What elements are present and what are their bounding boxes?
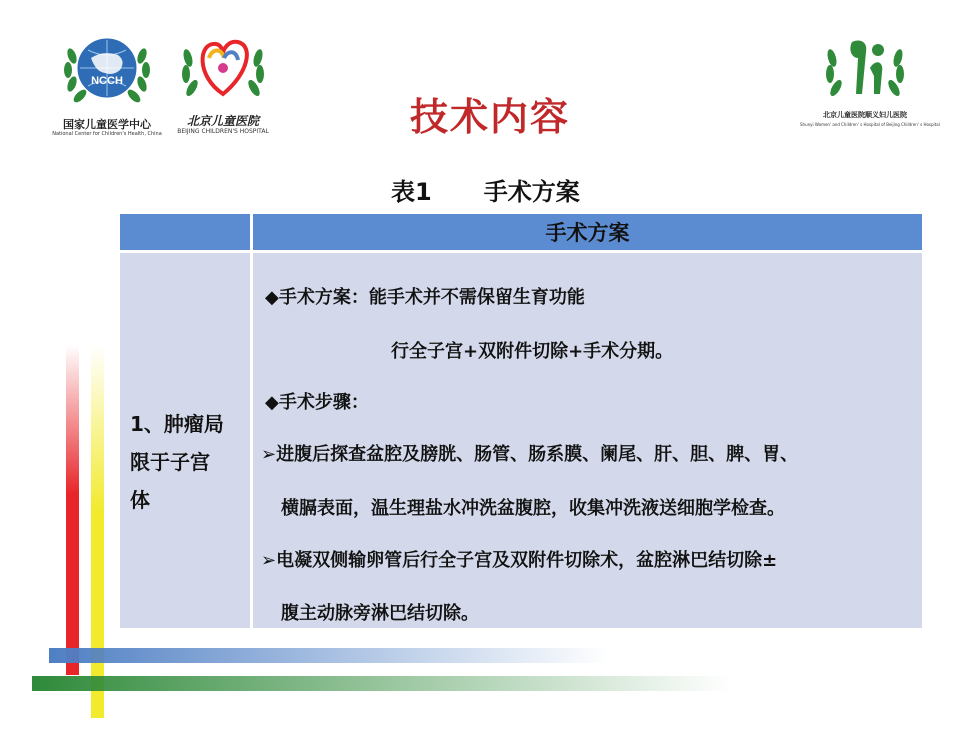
shunyi-logo-caption-en: Shunyi Women' and Children' s Hospital of Beijing Children' s Hospital — [800, 122, 940, 127]
steps-heading: ◆手术步骤： — [265, 392, 369, 413]
table-header-cell: 手术方案 — [253, 214, 922, 250]
row-label-line-1: 1、肿瘤局 — [130, 412, 224, 436]
table-caption-name: 手术方案 — [483, 178, 580, 206]
ncch-logo-caption-en: National Center for Children's Health, China — [52, 131, 162, 137]
row-label — [130, 405, 248, 519]
shunyi-logo-caption-cn: 北京儿童医院顺义妇儿医院 — [823, 111, 907, 119]
decor-green-horizontal-bar — [32, 676, 732, 691]
table-caption — [391, 172, 580, 207]
table-content-cell — [253, 253, 922, 628]
bch-logo-caption-cn: 北京儿童医院 — [186, 114, 259, 128]
bch-logo-caption-en: BEIJING CHILDREN'S HOSPITAL — [177, 128, 269, 135]
step-item: ➢进腹后探查盆腔及膀胱、肠管、肠系膜、阑尾、肝、胆、脾、胃、 — [261, 444, 799, 465]
table-caption-number: 表1 — [391, 178, 432, 206]
step-item-continued: 腹主动脉旁淋巴结切除。 — [281, 603, 479, 624]
plan-line-continued: 行全子宫+双附件切除+手术分期。 — [391, 341, 674, 362]
ncch-logo-caption-cn: 国家儿童医学中心 — [63, 118, 151, 131]
decor-red-vertical-bar — [66, 345, 79, 675]
table-header-empty-cell — [120, 214, 250, 250]
step-item: ➢电凝双侧输卵管后行全子宫及双附件切除术，盆腔淋巴结切除± — [261, 550, 778, 571]
step-item-continued: 横膈表面，温生理盐水冲洗盆腹腔，收集冲洗液送细胞学检查。 — [281, 498, 785, 519]
row-label-line-3: 体 — [130, 488, 150, 512]
plan-line: ◆手术方案：能手术并不需保留生育功能 — [265, 287, 585, 308]
row-label-line-2: 限于子宫 — [130, 450, 210, 474]
page-title: 技术内容 — [409, 95, 570, 139]
svg-text:NCCH: NCCH — [91, 75, 123, 87]
table-row-label-cell — [120, 253, 250, 628]
surgery-plan-table — [120, 214, 922, 628]
decor-blue-horizontal-bar — [49, 648, 609, 663]
